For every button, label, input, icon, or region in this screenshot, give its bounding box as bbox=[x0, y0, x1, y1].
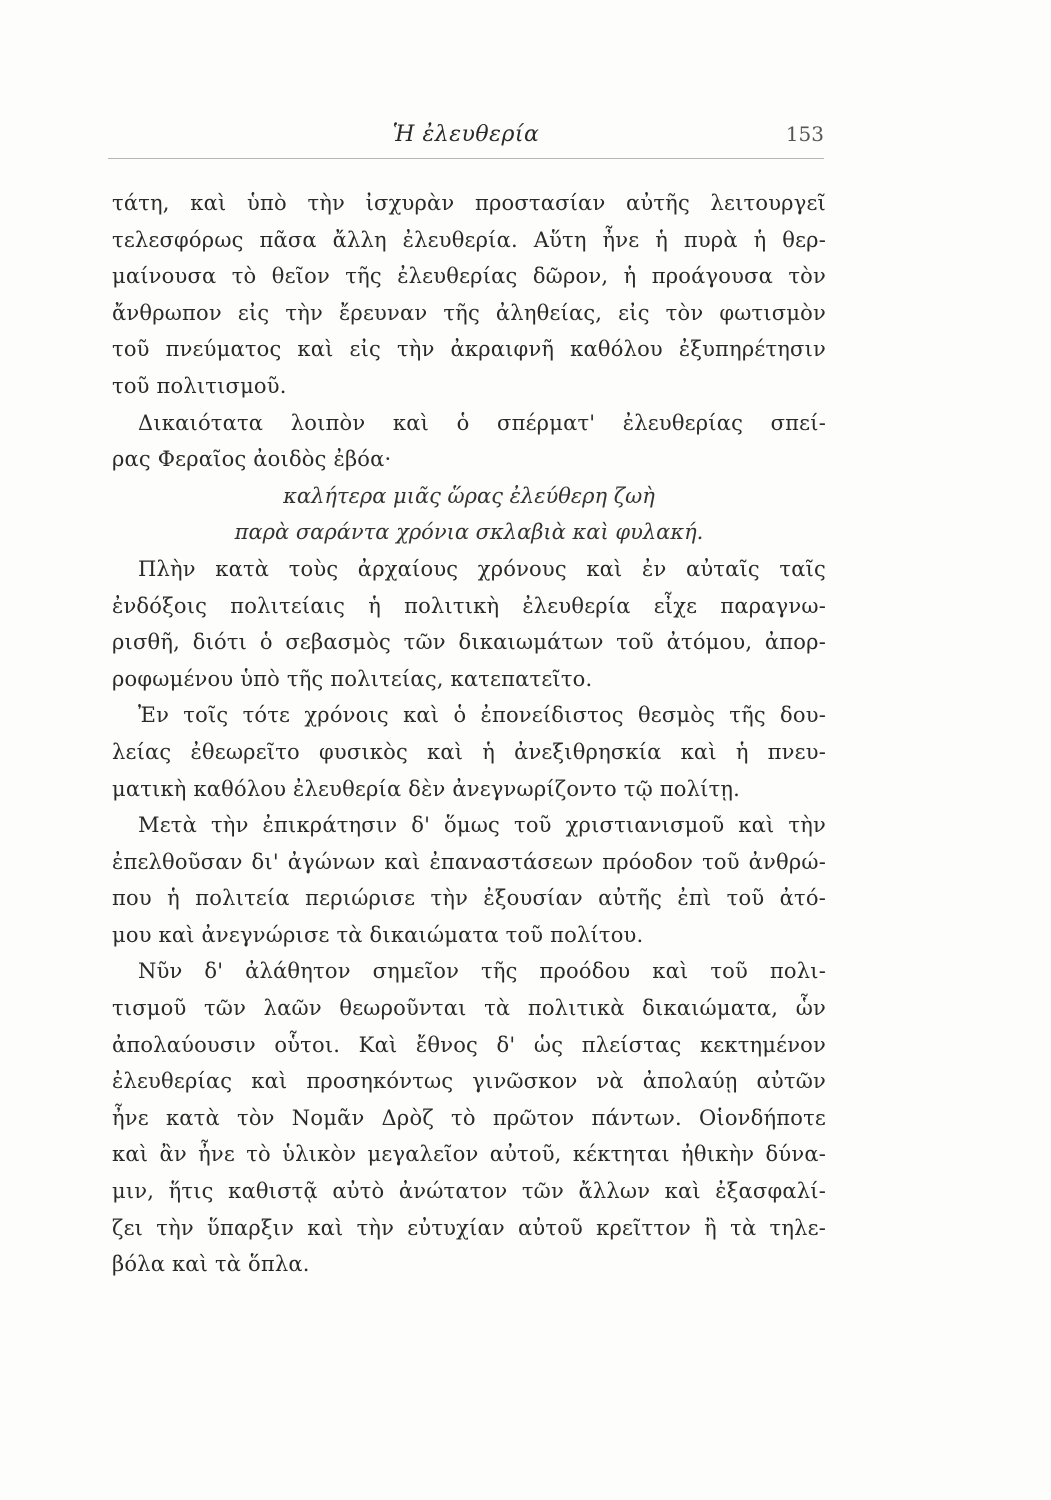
text-line: καὶ ἂν ἦνε τὸ ὑλικὸν μεγαλεῖον αὐτοῦ, κέκτηται ἠθικὴν δύνα- bbox=[112, 1142, 826, 1167]
text-line: τελεσφόρως πᾶσα ἄλλη ἐλευθερία. Αὕτη ἦνε ἡ πυρὰ ἡ θερ- bbox=[112, 227, 826, 252]
text-line: μου καὶ ἀνεγνώρισε τὰ δικαιώματα τοῦ πολίτου. bbox=[112, 922, 644, 947]
text-line: ἐνδόξοις πολιτείαις ἡ πολιτικὴ ἐλευθερία εἶχε παραγνω- bbox=[112, 593, 826, 618]
verse-line: παρὰ σαράντα χρόνια σκλαβιὰ καὶ φυλακή. bbox=[234, 520, 704, 545]
text-line: ἐπελθοῦσαν δι' ἀγώνων καὶ ἐπαναστάσεων πρόοδον τοῦ ἀνθρώ- bbox=[112, 849, 826, 874]
text-line: ἐλευθερίας καὶ προσηκόντως γινῶσκον νὰ ἀπολαύῃ αὐτῶν bbox=[112, 1069, 826, 1094]
text-line: ματικὴ καθόλου ἐλευθερία δὲν ἀνεγνωρίζοντο τῷ πολίτῃ. bbox=[112, 776, 741, 801]
body-text bbox=[112, 185, 826, 1283]
text-line: τοῦ πολιτισμοῦ. bbox=[112, 373, 287, 398]
text-line: ἦνε κατὰ τὸν Νομᾶν Δρὸζ τὸ πρῶτον πάντων. Οἱονδήποτε bbox=[112, 1105, 826, 1130]
text-line: λείας ἐθεωρεῖτο φυσικὸς καὶ ἡ ἀνεξιθρησκία καὶ ἡ πνευ- bbox=[112, 739, 826, 764]
paragraph-start: Δικαιότατα λοιπὸν καὶ ὁ σπέρματ' ἐλευθερίας σπεί- bbox=[138, 410, 826, 435]
paragraph-start: Πλὴν κατὰ τοὺς ἀρχαίους χρόνους καὶ ἐν αὐταῖς ταῖς bbox=[138, 556, 826, 581]
page-header bbox=[108, 118, 824, 159]
paragraph-start: Νῦν δ' ἀλάθητον σημεῖον τῆς προόδου καὶ τοῦ πολι- bbox=[138, 959, 826, 984]
text-line: ροφωμένου ὑπὸ τῆς πολιτείας, κατεπατεῖτο. bbox=[112, 666, 593, 691]
text-line: ζει τὴν ὕπαρξιν καὶ τὴν εὐτυχίαν αὐτοῦ κρεῖττον ἢ τὰ τηλε- bbox=[112, 1215, 826, 1240]
text-line: ρας Φεραῖος ἀοιδὸς ἐβόα· bbox=[112, 447, 392, 472]
text-line: ρισθῆ, διότι ὁ σεβασμὸς τῶν δικαιωμάτων τοῦ ἀτόμου, ἀπορ- bbox=[112, 630, 826, 655]
text-line: τάτη, καὶ ὑπὸ τὴν ἰσχυρὰν προστασίαν αὐτῆς λειτουργεῖ bbox=[112, 191, 826, 215]
text-line: που ἡ πολιτεία περιώρισε τὴν ἐξουσίαν αὐτῆς ἐπὶ τοῦ ἀτό- bbox=[112, 886, 826, 911]
text-line: μαίνουσα τὸ θεῖον τῆς ἐλευθερίας δῶρον, ἡ προάγουσα τὸν bbox=[112, 264, 826, 289]
paragraph-start: Μετὰ τὴν ἐπικράτησιν δ' ὅμως τοῦ χριστιανισμοῦ καὶ τὴν bbox=[138, 813, 826, 838]
text-line: τοῦ πνεύματος καὶ εἰς τὴν ἀκραιφνῆ καθόλου ἐξυπηρέτησιν bbox=[112, 337, 826, 362]
text-line: βόλα καὶ τὰ ὅπλα. bbox=[112, 1252, 310, 1277]
running-title: Ἡ ἐλευθερία bbox=[392, 122, 540, 147]
text-line: ἄνθρωπον εἰς τὴν ἔρευναν τῆς ἀληθείας, εἰς τὸν φωτισμὸν bbox=[112, 300, 826, 325]
text-line: ἀπολαύουσιν οὗτοι. Καὶ ἔθνος δ' ὡς πλείστας κεκτημένον bbox=[112, 1032, 826, 1057]
text-line: μιν, ἥτις καθιστᾷ αὐτὸ ἀνώτατον τῶν ἄλλων καὶ ἐξασφαλί- bbox=[112, 1179, 826, 1204]
paragraph-start: Ἐν τοῖς τότε χρόνοις καὶ ὁ ἐπονείδιστος θεσμὸς τῆς δου- bbox=[138, 703, 826, 728]
verse-line: καλήτερα μιᾶς ὥρας ἐλεύθερη ζωὴ bbox=[283, 483, 655, 508]
text-line: τισμοῦ τῶν λαῶν θεωροῦνται τὰ πολιτικὰ δικαιώματα, ὧν bbox=[112, 996, 826, 1021]
page-number: 153 bbox=[785, 122, 824, 146]
